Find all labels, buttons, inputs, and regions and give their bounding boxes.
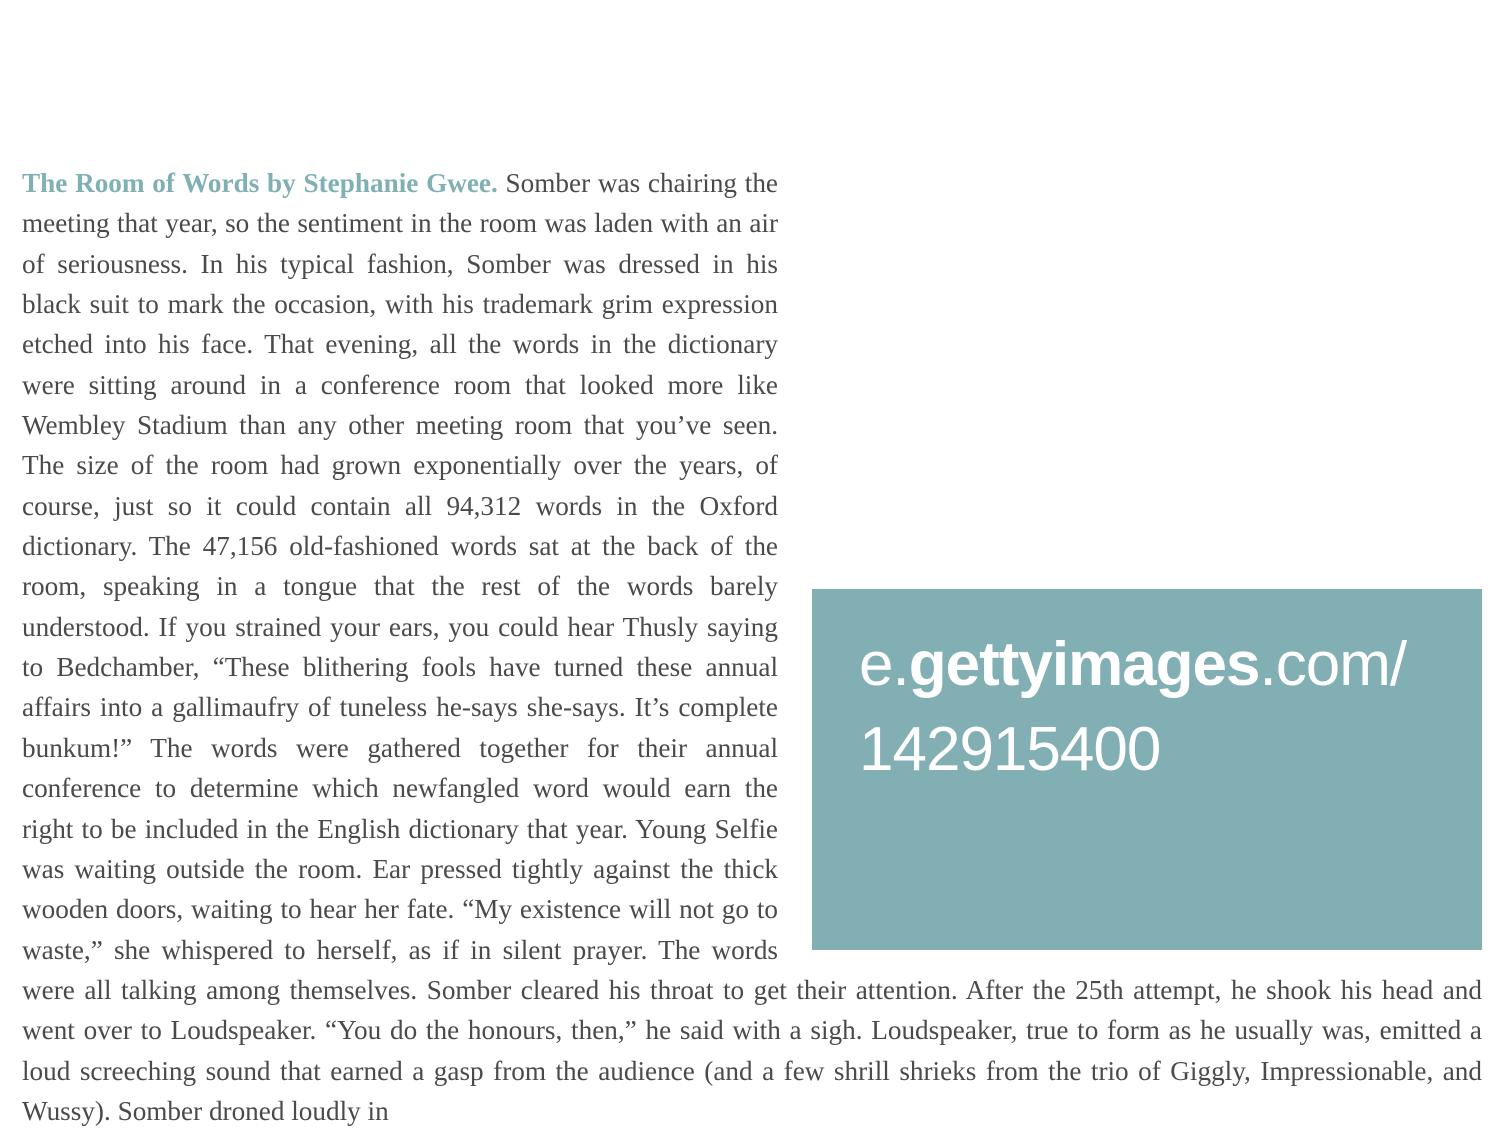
gettyimages-watermark-box (812, 589, 1482, 950)
watermark-image-id: 142915400 (859, 715, 1161, 784)
watermark-suffix: .com/ (1259, 630, 1407, 699)
watermark-url-line (859, 630, 1407, 699)
story-title: The Room of Words by Stephanie Gwee. (22, 168, 498, 198)
watermark-prefix: e. (859, 630, 909, 699)
story-body: Somber was chairing the meeting that year, so the sentiment in the room was laden with an air of seriousness. In his typical fashion, Somber was dressed in his black suit to mark the occasion, with his trademark grim expression etched into his face. That evening, all the words in the dictionary were sitting around in a conference room that looked more like Wembley Stadium than any other meeting room that you’ve seen. The size of the room had grown exponentially over the years, of course, just so it could contain all 94,312 words in the Oxford dictionary. The 47,156 old-fashioned words sat at the back of the room, speaking in a tongue that the rest of the words barely understood. If you strained your ears, you could hear Thusly saying to Bedchamber, “These blithering fools have turned these annual affairs into a gallimaufry of tuneless he-says she-says. It’s complete bunkum!” The words were gathered together for their annual conference to determine which newfangled word would earn the right to be included in the English dictionary that year. Young Selfie was waiting outside the room. Ear pressed tightly against the thick wooden doors, waiting to hear her fate. “My existence will not go to waste,” she whispered to herself, as if in silent prayer. The words were all talking among themselves. Somber cleared his throat to get their attention. After the 25th attempt, he shook his head and went over to Loudspeaker. “You do the honours, then,” he said with a sigh. Loudspeaker, true to form as he usually was, emitted a loud screeching sound that earned a gasp from the audience (and a few shrill shrieks from the trio of Giggly, Impressionable, and Wussy). Somber droned loudly in (22, 168, 1482, 1126)
article-page (22, 163, 1482, 1126)
watermark-brand: gettyimages (908, 630, 1260, 699)
